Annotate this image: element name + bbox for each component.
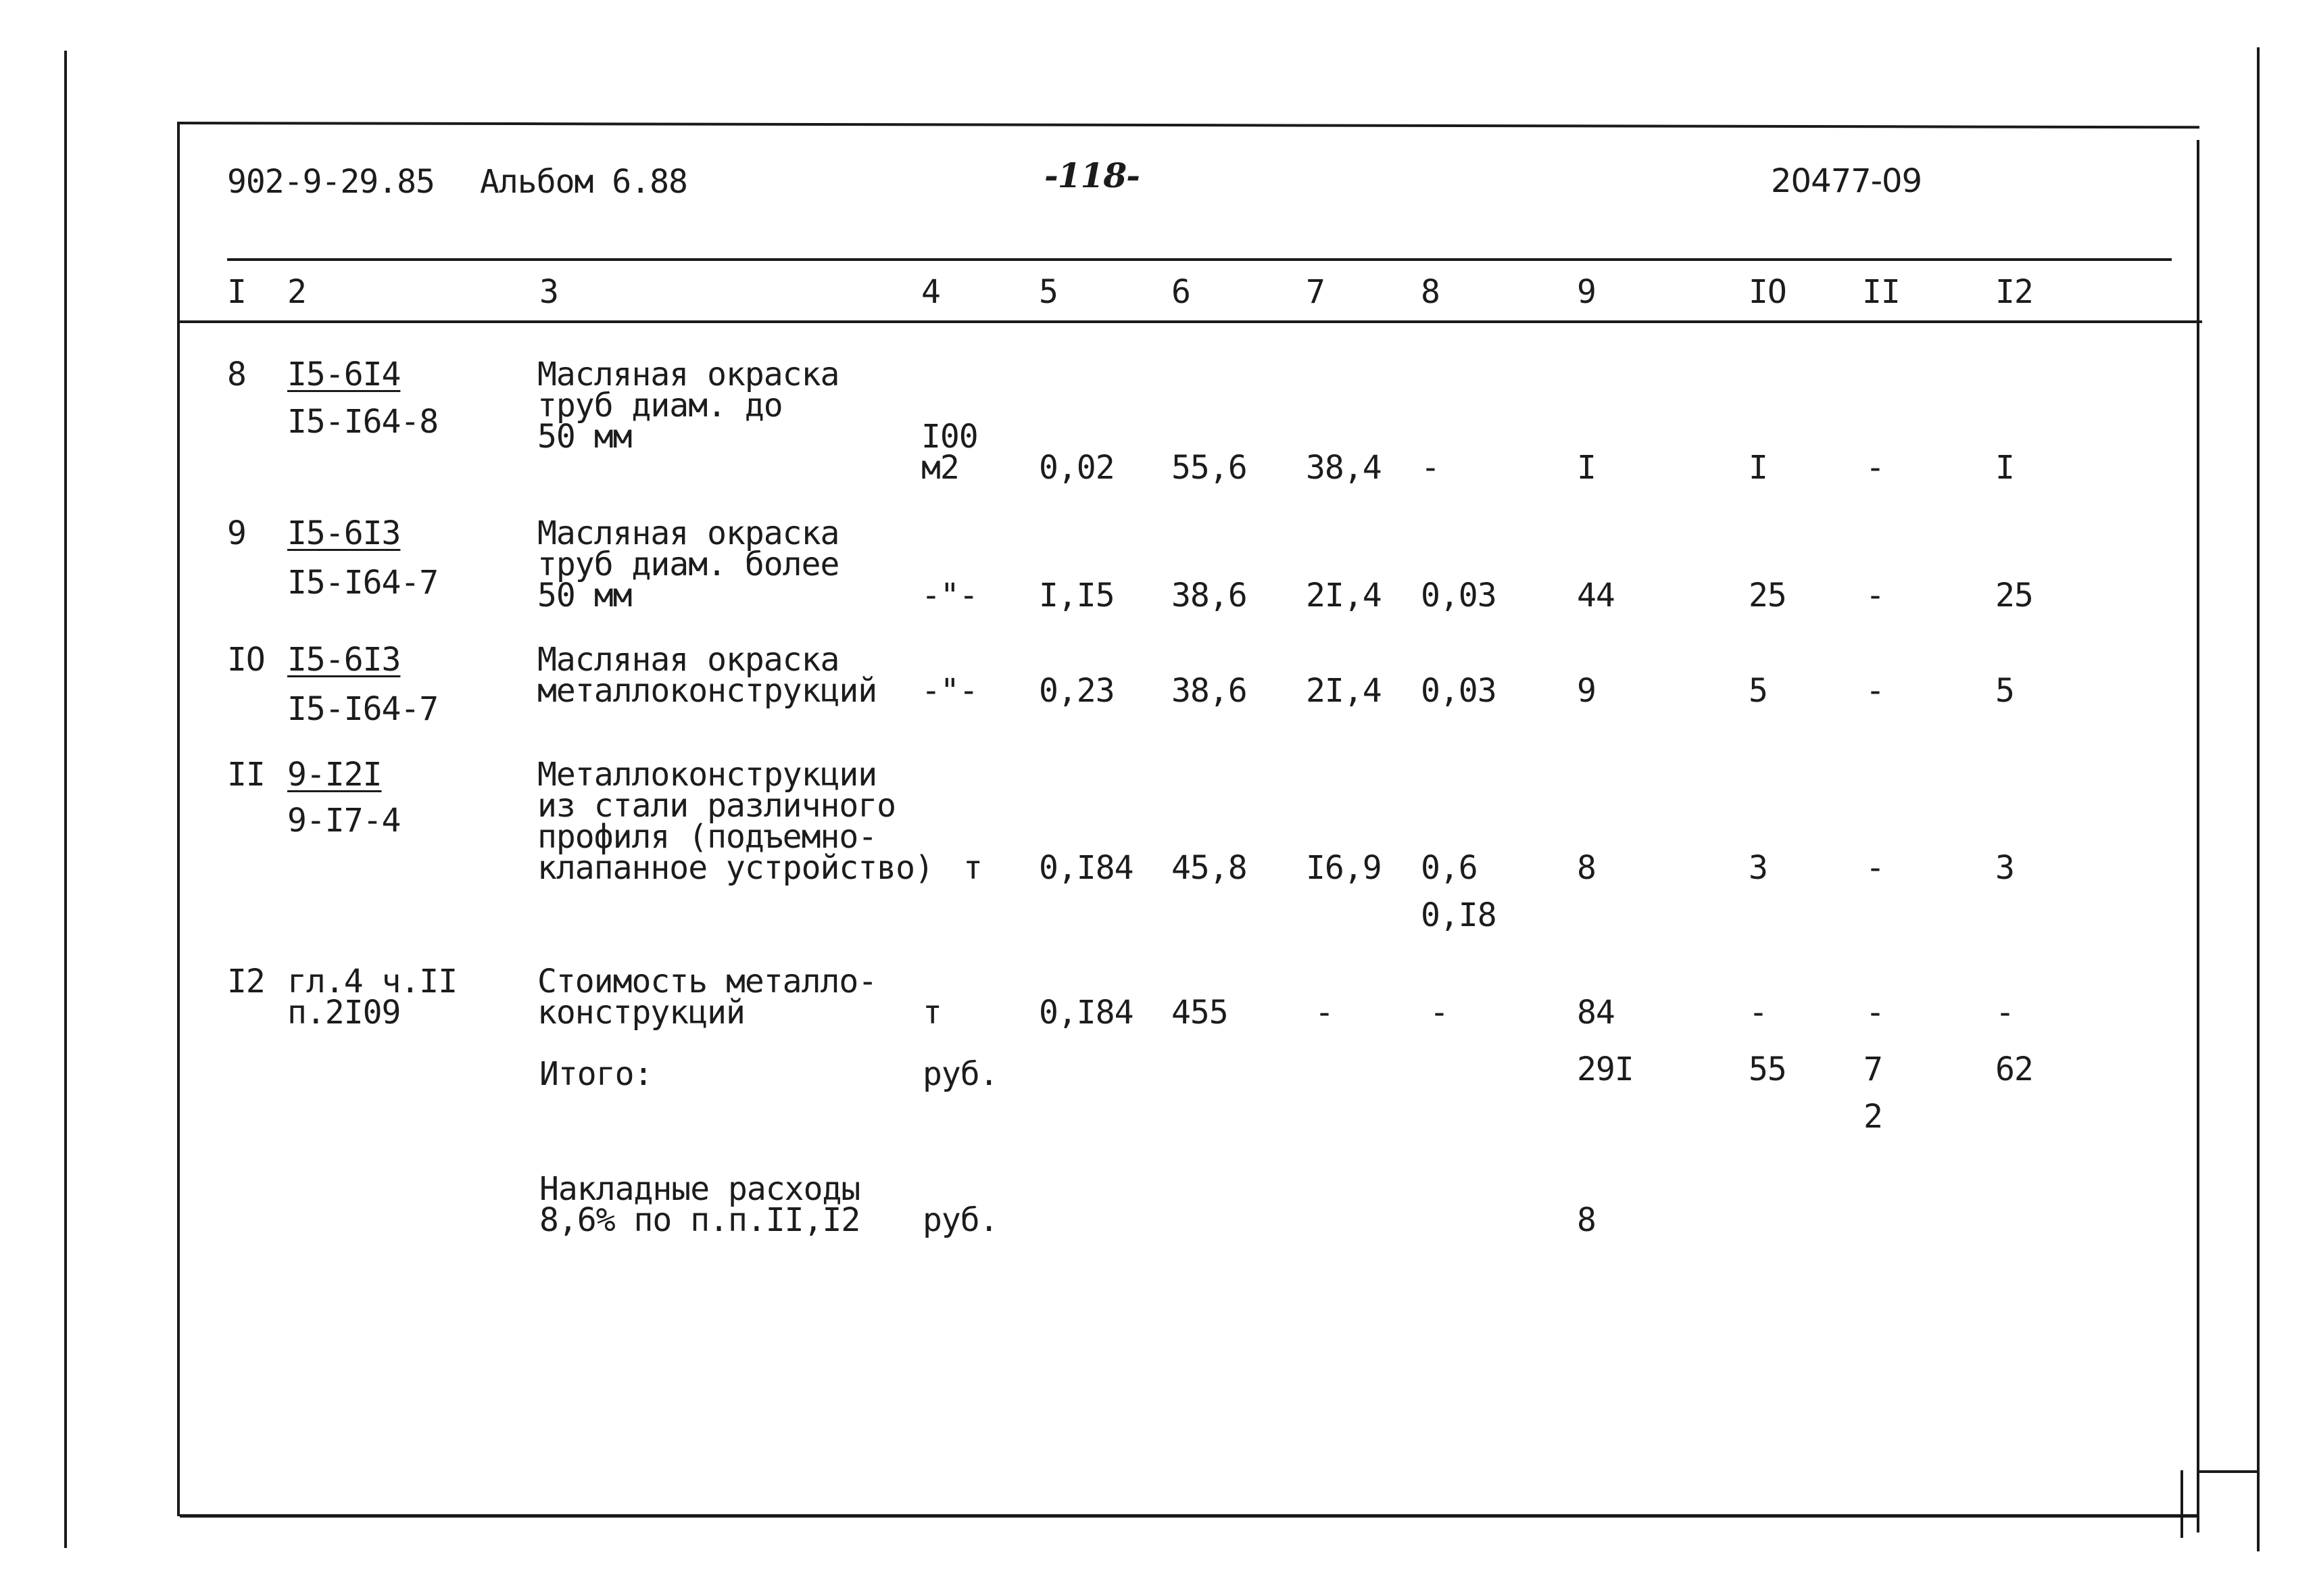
row11-name-4: клапанное устройство) [537, 849, 933, 887]
row9-c7: 2I,4 [1306, 577, 1382, 614]
col-header-8: 8 [1421, 273, 1440, 311]
row9-name-1: Масляная окраска [537, 514, 839, 552]
row8-c10: I [1749, 449, 1768, 487]
row10-c6: 38,6 [1171, 672, 1247, 710]
row10-code-top: I5-6I3 [287, 641, 401, 679]
row8-num: 8 [227, 356, 246, 393]
row10-name-1: Масляная окраска [537, 641, 839, 679]
row12-c9: 84 [1577, 994, 1615, 1032]
row12-unit: т [923, 994, 942, 1032]
row8-c5: 0,02 [1039, 449, 1115, 487]
col-header-11: II [1862, 273, 1900, 311]
row9-code-top: I5-6I3 [287, 514, 401, 552]
row8-c6: 55,6 [1171, 449, 1247, 487]
row10-c10: 5 [1749, 672, 1768, 710]
frame-right [2197, 140, 2199, 1532]
row12-name-1: Стоимость металло- [537, 963, 877, 1000]
row10-name-2: металлоконструкций [537, 672, 877, 710]
row11-c11: - [1866, 849, 1884, 887]
col-header-1: I [227, 273, 246, 311]
total-c11-2: 2 [1863, 1098, 1882, 1136]
row8-c8: - [1421, 449, 1440, 487]
overhead-unit: руб. [923, 1201, 998, 1239]
frame-top [177, 122, 2199, 128]
row10-c11: - [1866, 672, 1884, 710]
row9-c11: - [1866, 577, 1884, 614]
overhead-label-1: Накладные расходы [539, 1170, 860, 1208]
row11-name-3: профиля (подъемно- [537, 818, 877, 856]
row11-name-2: из стали различного [537, 787, 896, 825]
doc-number: 20477-09 [1771, 162, 1922, 200]
col-header-7: 7 [1306, 273, 1325, 311]
row11-c10: 3 [1749, 849, 1768, 887]
row9-num: 9 [227, 514, 246, 552]
row11-c6: 45,8 [1171, 849, 1247, 887]
row11-code-bottom: 9-I7-4 [287, 802, 401, 840]
row10-c12: 5 [1995, 672, 2014, 710]
total-c9: 29I [1577, 1050, 1634, 1088]
row12-code-bottom: п.2I09 [287, 994, 401, 1032]
row12-num: I2 [227, 963, 265, 1000]
row12-name-2: конструкций [537, 994, 745, 1032]
row8-name-2: труб диам. до [537, 387, 783, 425]
row12-c7: - [1315, 994, 1334, 1032]
col-header-9: 9 [1577, 273, 1596, 311]
right-margin-line [2257, 47, 2260, 1551]
row12-c11: - [1866, 994, 1884, 1032]
columns-rule [180, 320, 2202, 323]
col-header-2: 2 [287, 273, 306, 311]
row12-c8: - [1430, 994, 1448, 1032]
row8-name-1: Масляная окраска [537, 356, 839, 393]
row11-code-top: 9-I2I [287, 756, 382, 794]
total-c12: 62 [1995, 1050, 2033, 1088]
row11-c12: 3 [1995, 849, 2014, 887]
header-rule [227, 258, 2172, 261]
row9-c6: 38,6 [1171, 577, 1247, 614]
row11-c5: 0,I84 [1039, 849, 1134, 887]
row10-c5: 0,23 [1039, 672, 1115, 710]
left-margin-line [64, 51, 67, 1548]
row8-unit-2: м2 [921, 449, 959, 487]
col-header-12: I2 [1995, 273, 2033, 311]
row11-num: II [227, 756, 265, 794]
row11-name-1: Металлоконструкции [537, 756, 877, 794]
col-header-4: 4 [921, 273, 940, 311]
row8-c7: 38,4 [1306, 449, 1382, 487]
col-header-5: 5 [1039, 273, 1058, 311]
row10-c7: 2I,4 [1306, 672, 1382, 710]
row10-unit: -"- [921, 672, 978, 710]
total-unit: руб. [923, 1055, 998, 1093]
frame-bottom [180, 1514, 2199, 1518]
row9-c5: I,I5 [1039, 577, 1115, 614]
row12-code-top: гл.4 ч.II [287, 963, 458, 1000]
row11-c8-1: 0,6 [1421, 849, 1478, 887]
col-header-6: 6 [1171, 273, 1190, 311]
row12-c6: 455 [1171, 994, 1228, 1032]
row10-c8: 0,03 [1421, 672, 1496, 710]
row10-c9: 9 [1577, 672, 1596, 710]
total-c10: 55 [1749, 1050, 1786, 1088]
row11-c8-2: 0,I8 [1421, 896, 1496, 934]
row9-c10: 25 [1749, 577, 1786, 614]
row9-name-2: труб диам. более [537, 546, 839, 583]
row8-c11: - [1866, 449, 1884, 487]
row9-c8: 0,03 [1421, 577, 1496, 614]
row8-unit-1: I00 [921, 418, 978, 456]
row12-c12: - [1995, 994, 2014, 1032]
row8-c12: I [1995, 449, 2014, 487]
side-stub-line [2197, 1470, 2260, 1473]
overhead-label-2: 8,6% по п.п.II,I2 [539, 1201, 860, 1239]
frame-left [177, 122, 180, 1516]
album-label: Альбом 6.88 [480, 163, 687, 201]
row10-code-bottom: I5-I64-7 [287, 690, 439, 728]
row11-c7: I6,9 [1306, 849, 1382, 887]
row8-name-3: 50 мм [537, 418, 632, 456]
document-code: 902-9-29.85 [227, 163, 435, 201]
col-header-3: 3 [539, 273, 558, 311]
row8-code-top: I5-6I4 [287, 356, 401, 393]
row9-name-3: 50 мм [537, 577, 632, 614]
row8-code-bottom: I5-I64-8 [287, 403, 439, 441]
page-number: -118- [1044, 155, 1140, 195]
total-c11-1: 7 [1863, 1050, 1882, 1088]
row12-c10: - [1749, 994, 1768, 1032]
row9-code-bottom: I5-I64-7 [287, 564, 439, 602]
row10-num: IO [227, 641, 265, 679]
col-header-10: IO [1749, 273, 1786, 311]
row8-c9: I [1577, 449, 1596, 487]
row11-c9: 8 [1577, 849, 1596, 887]
row9-unit: -"- [921, 577, 978, 614]
row11-unit: т [963, 849, 982, 887]
overhead-c9: 8 [1577, 1201, 1596, 1239]
row12-c5: 0,I84 [1039, 994, 1134, 1032]
row9-c12: 25 [1995, 577, 2033, 614]
side-stub-vline [2180, 1470, 2183, 1538]
total-label: Итого: [539, 1055, 653, 1093]
row9-c9: 44 [1577, 577, 1615, 614]
